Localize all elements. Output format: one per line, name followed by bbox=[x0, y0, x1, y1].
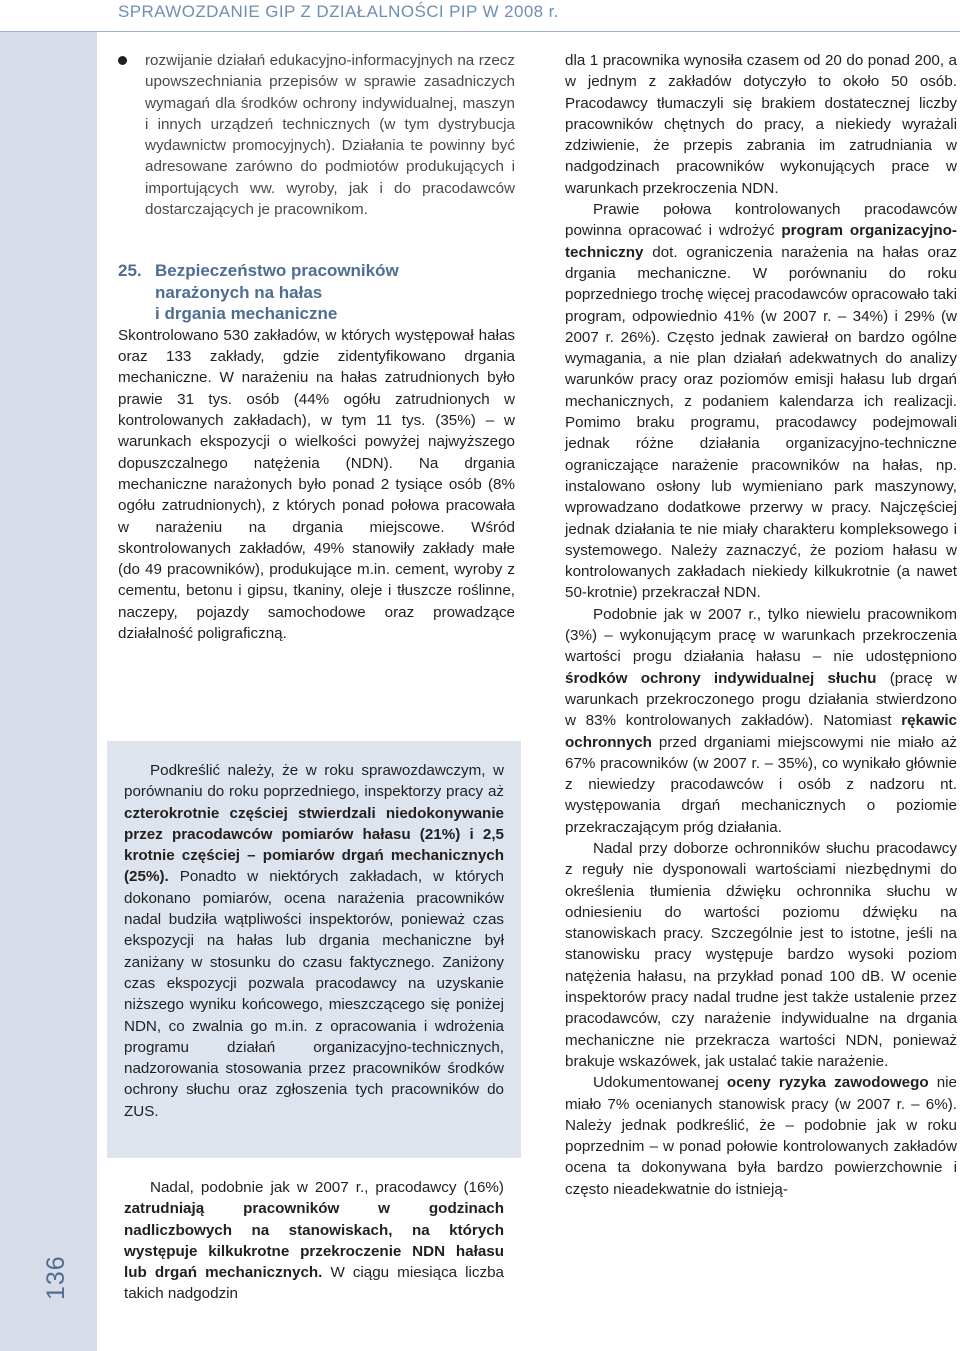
section-number: 25. bbox=[118, 261, 142, 281]
bullet-dot-icon bbox=[118, 56, 127, 65]
tail-text-1: Nadal, podobnie jak w 2007 r., pracodawcy (16%) bbox=[150, 1179, 504, 1196]
highlight-bold-1: czterokrotnie częściej stwierdzali niedokonywanie przez pracodawców pomiarów hałasu (21%) i 2,5 krotnie częściej – pomiarów drgań mechanicznych (25%). bbox=[124, 804, 504, 886]
tail-bold-1: zatrudniają pracowników w godzinach nadliczbowych na stanowiskach, na których występuje kilkukrotne przekroczenie NDN hałasu lub drgań mechanicznych. bbox=[124, 1200, 504, 1282]
right-paragraph-4: Nadal przy doborze ochronników słuchu pracodawcy z reguły nie dysponowali wartościami niezbędnymi do określenia tłumienia dźwięku ochronnika słuchu w odniesieniu do wartości poziomu dźwięku na stanowiskach pracy. Szczególnie jest to istotne, jeśli na stanowisku pracy występuje bardzo wysoki poziom natężenia hałasu, na przykład ponad 100 dB. W ocenie inspektorów pracy nadal trudne jest także ustalenie przez pracodawców, czy narażenie indywidualne na drgania mechaniczne nie przekracza wartości NDN, ponieważ brakuje wskazówek, jak ustalać takie narażenie. bbox=[565, 839, 957, 1070]
right-paragraph-2 bbox=[565, 199, 957, 604]
rp2-text-1: Prawie połowa kontrolowanych pracodawców powinna opracować i wdrożyć bbox=[565, 201, 957, 240]
rp3-text-3: przed drganiami miejscowymi nie miało aż 67% pracowników (w 2007 r. – 35%), co wynikało głównie z niewiedzy pracodawców i osób z nadzoru nt. występowania drgań mechanicznych o poziomie przekraczającym próg działania. bbox=[565, 733, 957, 836]
right-column bbox=[565, 50, 957, 1200]
intro-paragraph: Skontrolowano 530 zakładów, w których występował hałas oraz 133 zakłady, gdzie zidentyfikowano drgania mechaniczne. W narażeniu na hałas zatrudnionych było prawie 31 tys. osób (44% ogółu zatrudnionych w kontrolowanych zakładach), w tym 11 tys. (35%) – w warunkach ekspozycji o wielkości powyżej najwyższego dopuszczalnego natężenia (NDN). Na drgania mechaniczne narażonych było ponad 2 tysiące osób (8% ogółu zatrudnionych), z których ponad połowa pracowała w narażeniu na drgania miejscowe. Wśród skontrolowanych zakładów, 49% stanowiły zakłady małe (do 49 pracowników), produkujące m.in. cement, wyroby z cementu, betonu i gipsu, tkaniny, oleje i tłuszcze roślinne, naczepy, pojazdy samochodowe oraz prowadzące działalność poligraficzną. bbox=[118, 326, 515, 643]
right-paragraph-1: dla 1 pracownika wynosiła czasem od 20 do ponad 200, a w jednym z zakładów dotyczyło to około 50 osób. Pracodawcy tłumaczyli się brakiem dostatecznej liczby pracowników chętnych do pracy, a niekiedy wyrażali zdziwienie, że przepis zabrania im zatrudniania w nadgodzinach pracowników wykonujących prace w warunkach przekroczenia NDN. bbox=[565, 52, 957, 197]
rp5-text-2: nie miało 7% ocenianych stanowisk pracy (w 2007 r. – 6%). Należy jednak podkreślić, że – podobnie jak w roku poprzednim – w ponad połowie kontrolowanych zakładów ocena ta dokonywana była bardzo powierzchownie i często nieadekwatnie do istnieją- bbox=[565, 1074, 957, 1198]
running-header: SPRAWOZDANIE GIP Z DZIAŁALNOŚCI PIP W 2008 r. bbox=[118, 2, 559, 21]
tail-text-2: W ciągu miesiąca liczba takich nadgodzin bbox=[124, 1264, 504, 1303]
highlight-text-1: Podkreślić należy, że w roku sprawozdawczym, w porównaniu do roku poprzedniego, inspektorzy pracy aż bbox=[124, 762, 504, 801]
rp2-text-2: dot. ograniczenia narażenia na hałas oraz drgania mechaniczne. W porównaniu do roku poprzedniego trochę więcej pracodawców opracowało taki program, odpowiednio 41% (w 2007 r. – 34%) i 29% (w 2007 r. 26%). Często jednak zawierał on bardzo ogólne wymagania, a nie plan działań adekwatnych do analizy warunków pracy oraz poziomów emisji hałasu lub drgań mechanicznych, z podaniem kalendarza ich realizacji. Pomimo braku programu, pracodawcy podejmowali jednak różne działania organizacyjno-techniczne ograniczające narażenie pracowników na hałas, np. instalowano osłony lub wymieniano park maszynowy, wprowadzano dodatkowe przerwy w pracy. Najczęściej jednak działania te nie miały charakteru kompleksowego i systemowego. Należy zaznaczyć, że poziom hałasu w kontrolowanych zakładach niekiedy kilkukrotnie (a nawet 50-krotnie) przekraczał NDN. bbox=[565, 243, 957, 602]
bullet-list-item bbox=[118, 50, 515, 220]
rp5-text-1: Udokumentowanej bbox=[593, 1074, 727, 1092]
page-number: 136 bbox=[42, 1255, 70, 1300]
rp3-bold-1: środków ochrony indywidualnej słuchu bbox=[565, 669, 877, 687]
header-divider bbox=[0, 31, 960, 32]
right-paragraph-5 bbox=[565, 1072, 957, 1200]
tail-paragraph bbox=[124, 1177, 504, 1305]
section-heading bbox=[118, 260, 515, 325]
bullet-text: rozwijanie działań edukacyjno-informacyjnych na rzecz upowszechniania przepisów w sprawie zasadniczych wymagań dla środków ochrony indywidualnej, maszyn i innych urządzeń technicznych (w tym dystrybucja wydawnictw promocyjnych). Działania te powinny być adresowane zarówno do podmiotów produkujących i importujących ww. wyroby, jak i do pracodawców dostarczających je pracownikom. bbox=[145, 52, 515, 219]
rp3-bold-2: rękawic ochronnych bbox=[565, 712, 957, 751]
highlight-text-2: Ponadto w niektórych zakładach, w których dokonano pomiarów, ocena narażenia pracowników nadal budziła wątpliwości inspektorów, ponieważ czas ekspozycji na hałas lub drgania mechaniczne był zaniżany w stosunku do czasu faktycznego. Zaniżony czas ekspozycji pozwala pracodawcy na uzyskanie niższego wyniku końcowego, mieszczącego się poniżej NDN, co zwalnia go m.in. z opracowania i wdrożenia programu działań organizacyjno-technicznych, nadzorowania stosowania przez pracowników środków ochrony słuchu oraz zgłoszenia tych pracowników do ZUS. bbox=[124, 868, 504, 1120]
rp3-text-2: (pracę w warunkach przekroczonego progu działania stwierdzono w 83% kontrolowanych zakładów). Natomiast bbox=[565, 669, 957, 730]
rp3-text-1: Podobnie jak w 2007 r., tylko niewielu pracownikom (3%) – wykonującym pracę w warunkach przekroczenia wartości progu działania hałasu – nie udostępniono bbox=[565, 605, 957, 666]
left-column bbox=[118, 50, 515, 644]
rp5-bold-1: oceny ryzyka zawodowego bbox=[726, 1074, 929, 1092]
section-title: Bezpieczeństwo pracowników narażonych na hałas i drgania mechaniczne bbox=[155, 261, 399, 324]
highlight-box-text bbox=[124, 760, 504, 1122]
tail-paragraph-block bbox=[124, 1177, 504, 1305]
highlight-paragraph bbox=[124, 760, 504, 1122]
side-margin-band bbox=[0, 32, 97, 1351]
right-paragraph-3 bbox=[565, 604, 957, 838]
rp2-bold-1: program organizacyjno-techniczny bbox=[565, 222, 957, 261]
